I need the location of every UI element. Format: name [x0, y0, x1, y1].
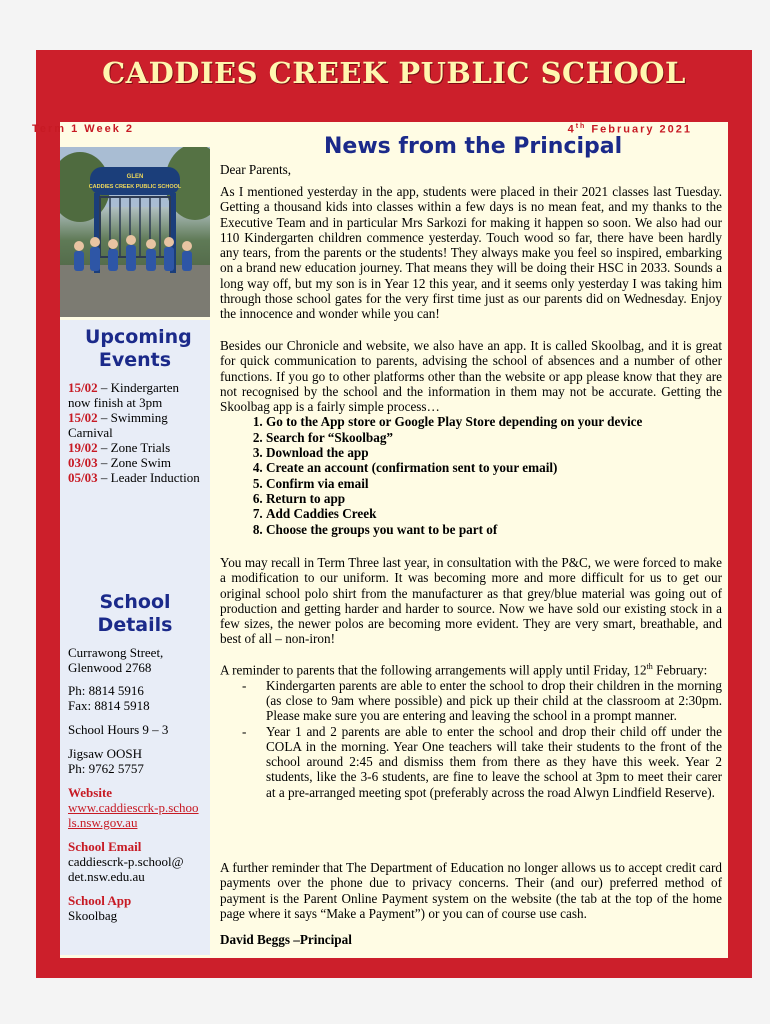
event-item — [68, 440, 202, 455]
oosh-phone: Ph: 9762 5757 — [68, 761, 144, 776]
email-label: School Email — [68, 839, 142, 854]
app-label: School App — [68, 893, 132, 908]
letter-greeting — [220, 162, 722, 177]
arrangement-item: - Year 1 and 2 parents are able to enter the school and drop their child off under the COLA in the morning. Year One teachers will take their students to the front of the school around 2:45 and dismiss them from there as they have this week. Year 2 students, like the 3-6 students, are fine to leave the school at 3pm to meet their carer at a pre-arranged meeting spot (preferably across the road Alwyn Lindfield Reserve). — [220, 724, 722, 800]
letter-paragraph-2 — [220, 338, 722, 537]
step-item: 7. Add Caddies Creek — [266, 506, 722, 521]
oosh-name: Jigsaw OOSH — [68, 746, 143, 761]
gate-sign-line1: GLEN — [126, 174, 144, 180]
paragraph-2: Besides our Chronicle and website, we also have an app. It is called Skoolbag, and it is great for quick communication to parents, advising the school of absences and a number of other functions. If you go to other platforms other than the website or app please know that they are not recognised by the school and the information in them may not be accurate. Getting the Skoolbag app is a fairly simple process… — [220, 338, 722, 415]
school-gate-illustration — [60, 147, 210, 317]
letter-paragraph-3 — [220, 555, 722, 647]
paragraph-3: You may recall in Term Three last year, in consultation with the P&C, we were forced to make a modification to our uniform. It was becoming more and more difficult for us to get our original school polo shirt from the manufacturer as that grey/blue material was going out of production and getting harder and harder to source. Now we have sold our existing stock in a few sizes, the newer polos are becoming more evident. They are very smart, breathable, and best of all – non-iron! — [220, 555, 722, 647]
reminder-end: February: — [652, 662, 708, 678]
school-email: caddiescrk-p.school@ det.nsw.edu.au — [68, 854, 184, 884]
arrangement-item: - Kindergarten parents are able to enter the school to drop their children in the morning (as close to 9am where possible) and pick up their child at the classroom at 2:30pm. Please make sure you are entering and leaving the school in a prompt manner. — [220, 678, 722, 724]
event-item — [68, 455, 202, 470]
school-title: CADDIES CREEK PUBLIC SCHOOL — [102, 56, 686, 90]
greeting: Dear Parents, — [220, 162, 292, 177]
event-text: – Leader Induction — [97, 470, 200, 485]
step-item: 8. Choose the groups you want to be part of — [266, 522, 722, 537]
gate-sign-line2: CADDIES CREEK PUBLIC SCHOOL — [88, 184, 182, 190]
letter-signature — [220, 932, 722, 947]
date-rest: February 2021 — [591, 123, 692, 136]
school-phone: Ph: 8814 5916 — [68, 683, 144, 698]
skoolbag-steps — [220, 414, 722, 536]
event-date: 03/03 — [68, 455, 98, 470]
school-address: Currawong Street, Glenwood 2768 — [68, 645, 164, 675]
news-heading: News from the Principal — [324, 134, 623, 159]
event-item — [68, 470, 202, 485]
event-text: – Swimming Carnival — [68, 410, 168, 440]
event-text: – Zone Swim — [97, 455, 171, 470]
term-week: Term 1 Week 2 — [32, 123, 135, 135]
paragraph-4 — [220, 659, 722, 678]
step-item: 5. Confirm via email — [266, 476, 722, 491]
date-day: 4 — [567, 123, 576, 136]
school-fax: Fax: 8814 5918 — [68, 698, 150, 713]
step-item: 3. Download the app — [266, 445, 722, 460]
event-date: 15/02 — [68, 410, 98, 425]
event-text: – Kindergarten now finish at 3pm — [68, 380, 179, 410]
letter-paragraph-1 — [220, 184, 722, 322]
date-suffix: th — [575, 123, 587, 130]
paragraph-5: A further reminder that The Department of Education no longer allows us to accept credit card payments over the phone due to privacy concerns. Their (and our) preferred method of payment is the Parent Online Payment system on the website (the tab at the top of the home page where it says “Make a Payment”) or you can of course use cash. — [220, 860, 722, 921]
letter-paragraph-4 — [220, 659, 722, 800]
sidebar — [60, 320, 210, 955]
letter-paragraph-5 — [220, 860, 722, 921]
event-date: 19/02 — [68, 440, 98, 455]
event-date: 15/02 — [68, 380, 98, 395]
event-date: 05/03 — [68, 470, 98, 485]
school-gate-photo — [60, 147, 210, 317]
event-item — [68, 410, 202, 440]
school-details-heading: School Details — [97, 591, 173, 636]
website-label: Website — [68, 785, 113, 800]
arrangements-list — [220, 678, 722, 800]
paragraph-1: As I mentioned yesterday in the app, students were placed in their 2021 classes last Tuesday. Getting a thousand kids into classes within a few days is no mean feat, and my thanks to the Executive Team and in particular Mrs Sarkozi for making it happen so soon. We also had our 110 Kindergarten children commence yesterday. Touch wood so far, there have been hardly any tears, from the parents or the students! They always make you feel so inspired, embarking on a brand new education journey. That means they will be doing their HSC in 2033. Sounds a long way off, but my son is in Year 12 this year, and it seems only yesterday I was taking him through those school gates for the very first time just as our parents did on Wednesday. Enjoy the innocence and wonder while you can! — [220, 184, 722, 322]
step-item: 6. Return to app — [266, 491, 722, 506]
school-details — [60, 645, 210, 923]
app-name: Skoolbag — [68, 908, 118, 923]
events-list — [60, 380, 210, 485]
step-item: 2. Search for “Skoolbag” — [266, 430, 722, 445]
school-hours: School Hours 9 – 3 — [68, 722, 169, 737]
signature: David Beggs –Principal — [220, 932, 352, 947]
upcoming-events-heading: Upcoming Events — [85, 326, 192, 371]
reminder-sup: th — [646, 662, 653, 671]
step-item: 1. Go to the App store or Google Play Store depending on your device — [266, 414, 722, 429]
event-item — [68, 380, 202, 410]
event-text: – Zone Trials — [97, 440, 171, 455]
website-link[interactable]: www.caddiescrk-p.schools.nsw.gov.au — [68, 800, 199, 830]
step-item: 4. Create an account (confirmation sent to your email) — [266, 460, 722, 475]
reminder-text: A reminder to parents that the following arrangements will apply until Friday, 12 — [220, 662, 647, 678]
